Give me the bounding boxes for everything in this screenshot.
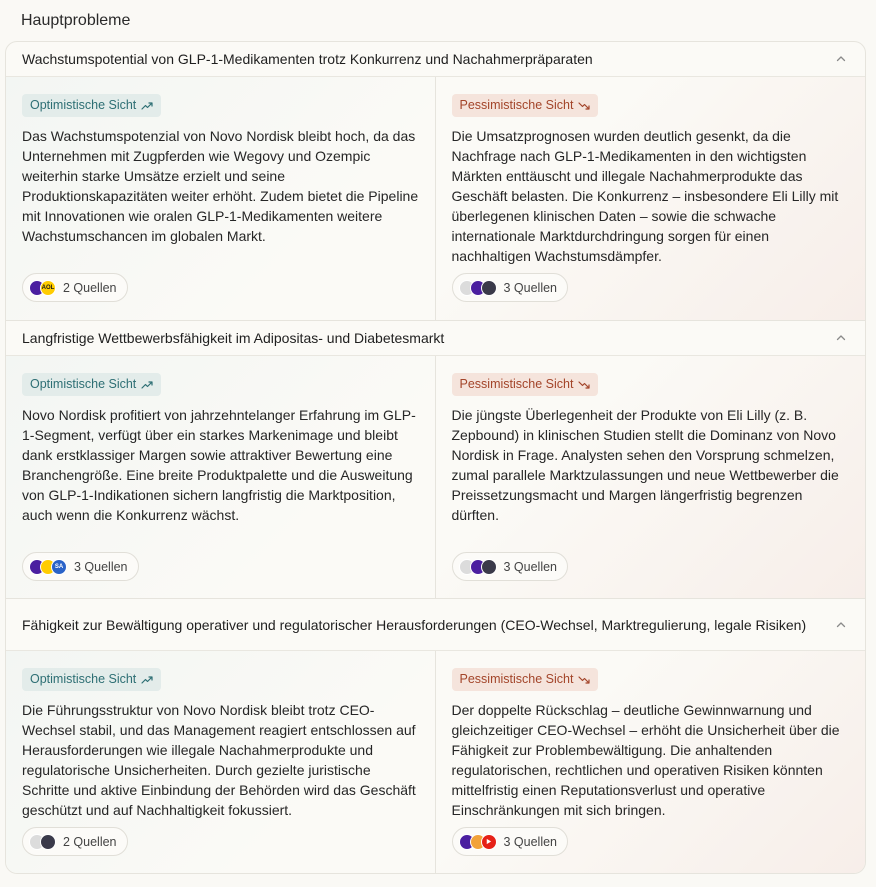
- trend-down-icon: [578, 674, 590, 686]
- optimistic-badge: [22, 373, 161, 396]
- pessimistic-badge: [452, 373, 599, 396]
- sources-count: 3 Quellen: [503, 280, 558, 295]
- chevron-up-icon[interactable]: [835, 619, 847, 631]
- chevron-up-icon[interactable]: [835, 53, 847, 65]
- optimistic-text: Die Führungsstruktur von Novo Nordisk bleibt trotz CEO-Wechsel stabil, und das Management reagiert entschlossen auf Herausforderungen wie illegale Nachahmerprodukte und regulatorische Unsicherheiten. Durch gezielte juristische Schritte und aktive Einbindung der Behörden wird das Geschäft geschützt und auf Nachhaltigkeit fokussiert.: [22, 702, 416, 818]
- section-header[interactable]: [6, 599, 865, 651]
- pessimistic-badge-label: Pessimistische Sicht: [459, 377, 574, 391]
- section-title: Wachstumspotential von GLP-1-Medikamenten trotz Konkurrenz und Nachahmerpräparaten: [22, 51, 593, 67]
- trend-down-icon: [578, 100, 590, 112]
- optimistic-column: [6, 77, 436, 320]
- optimistic-badge: [22, 668, 161, 691]
- problem-section: [6, 42, 865, 320]
- sources-count: 3 Quellen: [503, 559, 558, 574]
- sources-button[interactable]: [22, 827, 128, 856]
- pessimistic-column: [436, 651, 866, 874]
- source-logos: [459, 559, 497, 575]
- pessimistic-column: [436, 356, 866, 598]
- aol-logo: AOL: [40, 280, 56, 296]
- optimistic-text: Novo Nordisk profitiert von jahrzehntelanger Erfahrung im GLP-1-Segment, verfügt über ein starkes Markenimage und bleibt dank erstklassiger Margen sowie attraktiver Bewertung eine Branchengröße. Eine breite Produktpalette und die Ausweitung von GLP-1-Indikationen sichern langfristig die Marktposition, auch wenn die Konkurrenz wächst.: [22, 407, 416, 523]
- optimistic-badge: [22, 94, 161, 117]
- page-title: Hauptprobleme: [21, 12, 131, 29]
- section-title: Fähigkeit zur Bewältigung operativer und regulatorischer Herausforderungen (CEO-Wechsel, Marktregulierung, legale Risiken): [22, 616, 807, 633]
- pessimistic-text: Die jüngste Überlegenheit der Produkte von Eli Lilly (z. B. Zepbound) in klinischen Studien stellt die Dominanz von Novo Nordisk in Frage. Analysten sehen den Vorsprung schmelzen, zumal parallele Marktzulassungen und neue Wettbewerber die Preissetzungsmacht und Margen längerfristig begrenzen dürften.: [451, 407, 839, 523]
- dark-source-logo: [481, 280, 497, 296]
- source-logos: [29, 834, 56, 850]
- source-logos: [29, 559, 67, 575]
- sources-count: 2 Quellen: [63, 834, 117, 849]
- source-logos: [29, 280, 56, 296]
- section-body: [6, 77, 865, 320]
- pessimistic-text: Der doppelte Rückschlag – deutliche Gewinnwarnung und gleichzeitiger CEO-Wechsel – erhöht die Unsicherheit über die Fähigkeit zur Problembewältigung. Die anhaltenden regulatorischen, rechtlichen und operativen Risiken könnten mittelfristig einen Reputationsverlust und operative Einschränkungen mit sich bringen.: [451, 702, 840, 818]
- optimistic-column: [6, 356, 436, 598]
- sources-button[interactable]: [452, 273, 569, 302]
- optimistic-badge-label: Optimistische Sicht: [30, 672, 137, 686]
- section-header[interactable]: [6, 321, 865, 356]
- problems-card: [5, 41, 866, 874]
- trend-down-icon: [578, 379, 590, 391]
- source-logos: [459, 280, 497, 296]
- chevron-up-icon[interactable]: [835, 332, 847, 344]
- pessimistic-badge: [452, 94, 599, 117]
- sources-count: 2 Quellen: [63, 280, 117, 295]
- source-logos: [459, 834, 497, 850]
- optimistic-badge-label: Optimistische Sicht: [30, 98, 137, 112]
- dark-source-logo: [40, 834, 56, 850]
- problem-section: [6, 598, 865, 874]
- sources-button[interactable]: [452, 827, 569, 856]
- section-body: [6, 356, 865, 598]
- sources-button[interactable]: [22, 273, 128, 302]
- problem-section: [6, 320, 865, 598]
- pessimistic-text: Die Umsatzprognosen wurden deutlich gesenkt, da die Nachfrage nach GLP-1-Medikamenten in den wichtigsten Märkten enttäuscht und illegale Nachahmerprodukte das Geschäft belasten. Die Konkurrenz – insbesondere Eli Lilly mit überlegenen klinischen Daten – sowie die schwache internationale Marktdurchdringung sorgen für einen nachhaltigen Wachstumsdämpfer.: [451, 128, 839, 264]
- section-title: Langfristige Wettbewerbsfähigkeit im Adipositas- und Diabetesmarkt: [22, 330, 445, 346]
- trend-up-icon: [141, 379, 153, 391]
- optimistic-column: [6, 651, 436, 874]
- sources-count: 3 Quellen: [503, 834, 558, 849]
- dark-source-logo: [481, 559, 497, 575]
- sources-count: 3 Quellen: [74, 559, 128, 574]
- sa-logo: SA: [51, 559, 67, 575]
- youtube-logo: [481, 834, 497, 850]
- optimistic-badge-label: Optimistische Sicht: [30, 377, 137, 391]
- sources-button[interactable]: [22, 552, 139, 581]
- section-body: [6, 651, 865, 874]
- pessimistic-column: [436, 77, 866, 320]
- sources-button[interactable]: [452, 552, 569, 581]
- section-header[interactable]: [6, 42, 865, 77]
- play-icon: [485, 838, 492, 845]
- optimistic-text: Das Wachstumspotenzial von Novo Nordisk bleibt hoch, da das Unternehmen mit Zugpferden wie Wegovy und Ozempic weiterhin starke Umsätze erzielt und seine Produktionskapazitäten weiter erhöht. Zudem bietet die Pipeline mit Innovationen wie oralen GLP-1-Medikamenten weitere Wachstumschancen im globalen Markt.: [22, 128, 419, 244]
- trend-up-icon: [141, 100, 153, 112]
- pessimistic-badge-label: Pessimistische Sicht: [459, 672, 574, 686]
- trend-up-icon: [141, 674, 153, 686]
- pessimistic-badge-label: Pessimistische Sicht: [459, 98, 574, 112]
- pessimistic-badge: [452, 668, 599, 691]
